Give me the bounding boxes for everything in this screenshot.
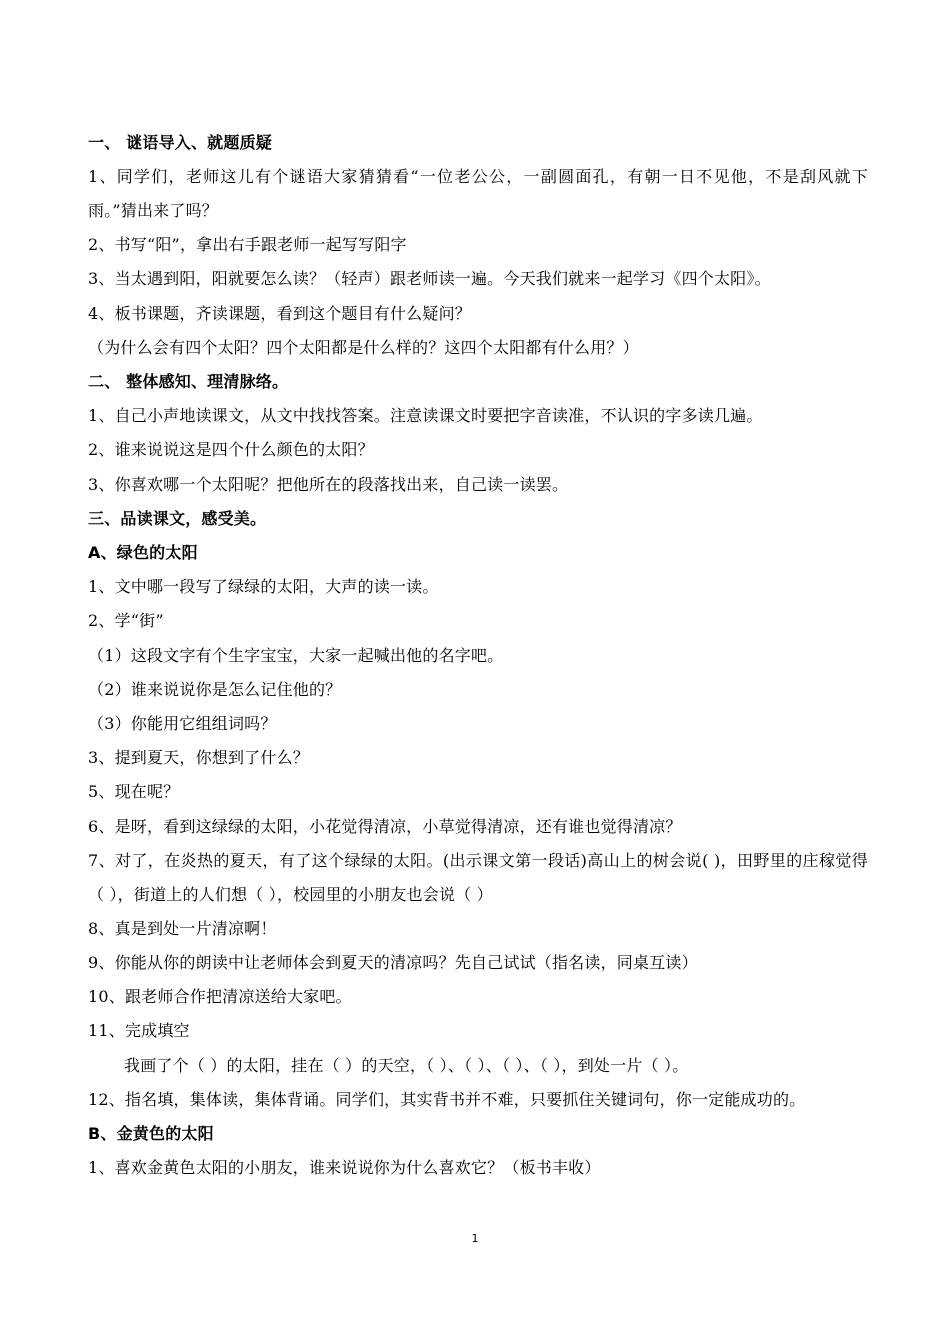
text-line: （3）你能用它组组词吗？	[88, 714, 277, 734]
text-line: （2）谁来说说你是怎么记住他的？	[88, 679, 342, 699]
text-line: 1、自己小声地读课文，从文中找找答案。注意读课文时要把字音读准，不认识的字多读几遍。	[88, 406, 763, 426]
text-line: 3、提到夏天，你想到了什么？	[88, 748, 309, 768]
text-line: 11、完成填空	[88, 1021, 190, 1041]
text-line: 3、当太遇到阳，阳就要怎么读？（轻声）跟老师读一遍。今天我们就来一起学习《四个太阳》。	[88, 269, 771, 289]
document-body	[88, 126, 868, 1185]
text-line: 6、是呀，看到这绿绿的太阳，小花觉得清凉，小草觉得清凉，还有谁也觉得清凉？	[88, 816, 682, 836]
text-line: 我画了个（ ）的太阳，挂在（ ）的天空，（ ）、（ ）、（ ）、（ ），到处一片（ ）。	[124, 1055, 689, 1075]
text-line: 3、你喜欢哪一个太阳呢？把他所在的段落找出来，自己读一读罢。	[88, 474, 569, 494]
text-line: 4、板书课题，齐读课题，看到这个题目有什么疑问？	[88, 303, 471, 323]
text-line: 9、你能从你的朗读中让老师体会到夏天的清凉吗？先自己试试（指名读，同桌互读）	[88, 953, 698, 973]
text-line: 8、真是到处一片清凉啊！	[88, 918, 277, 938]
section-heading: 三、品读课文，感受美。	[88, 508, 267, 528]
section-heading: 二、 整体感知、理清脉络。	[88, 372, 289, 392]
text-line: 12、指名填，集体读，集体背诵。同学们，其实背书并不难，只要抓住关键词句，你一定能成功的。	[88, 1089, 806, 1109]
page-number: 1	[471, 1232, 479, 1245]
text-line: （1）这段文字有个生字宝宝，大家一起喊出他的名字吧。	[88, 645, 504, 665]
text-line: 1、同学们，老师这儿有个谜语大家猜猜看“一位老公公，一副圆面孔，有朝一日不见他，不是刮风就下雨。”猜出来了吗？	[88, 167, 868, 221]
text-line: （为什么会有四个太阳？四个太阳都是什么样的？这四个太阳都有什么用？）	[88, 337, 639, 357]
text-line: 1、文中哪一段写了绿绿的太阳，大声的读一读。	[88, 577, 439, 597]
text-line: 2、书写“阳”，拿出右手跟老师一起写写阳字	[88, 235, 407, 255]
section-heading: B、金黄色的太阳	[88, 1124, 214, 1144]
text-line: 5、现在呢？	[88, 782, 180, 802]
section-heading: 一、 谜语导入、就题质疑	[88, 133, 272, 152]
section-heading: A、绿色的太阳	[88, 543, 198, 563]
text-line: 2、学“街”	[88, 611, 164, 631]
text-line: 1、喜欢金黄色太阳的小朋友，谁来说说你为什么喜欢它？（板书丰收）	[88, 1158, 601, 1178]
text-line: 2、谁来说说这是四个什么颜色的太阳？	[88, 440, 374, 460]
text-line: 10、跟老师合作把清凉送给大家吧。	[88, 987, 352, 1007]
text-line: 7、对了，在炎热的夏天，有了这个绿绿的太阳。(出示课文第一段话)高山上的树会说( )，田野里的庄稼觉得（ ），街道上的人们想（ ），校园里的小朋友也会说（ ）	[88, 850, 868, 904]
